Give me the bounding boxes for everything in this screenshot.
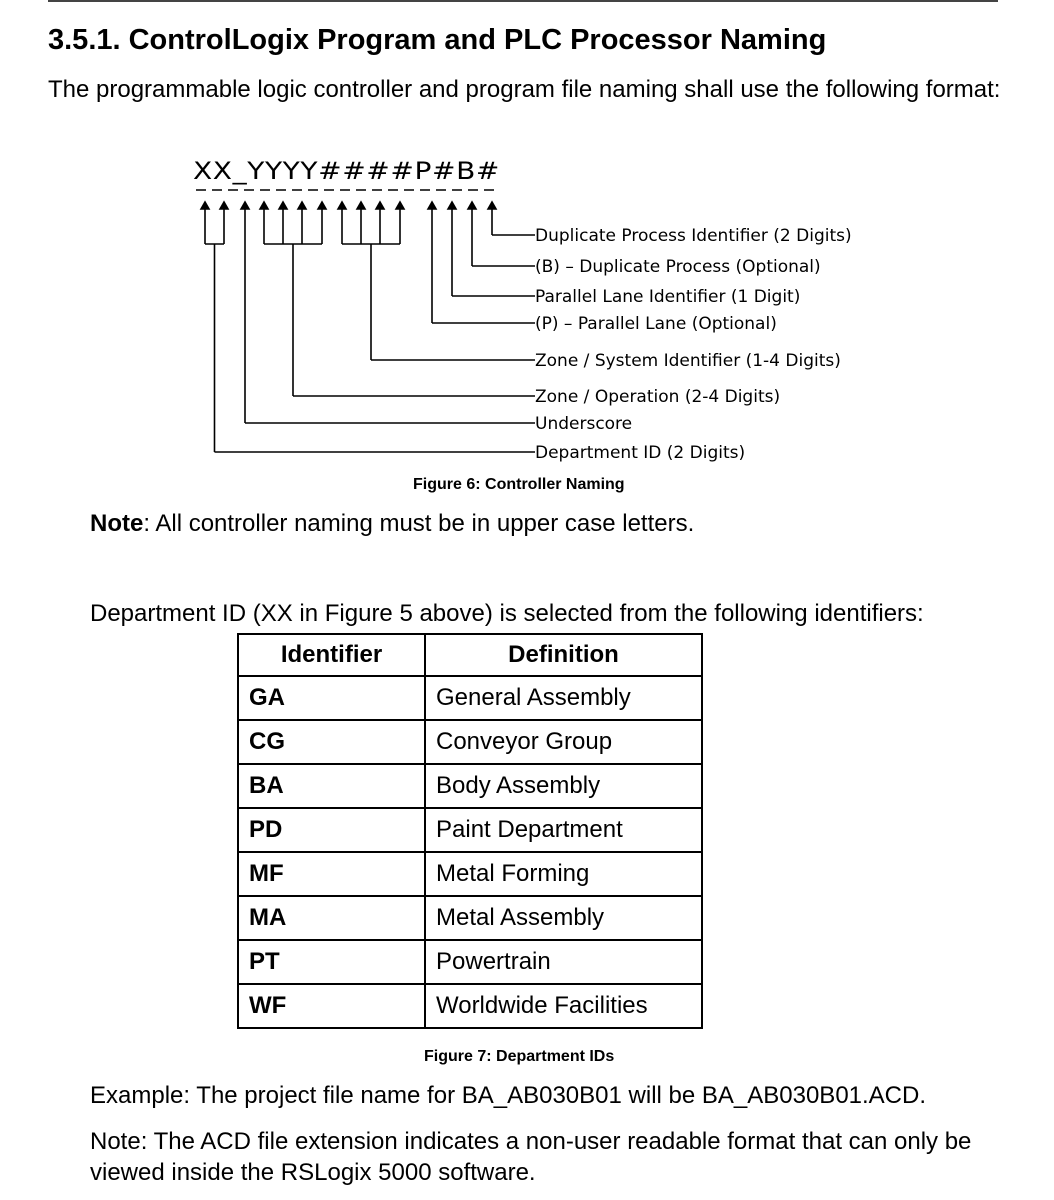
top-rule: [48, 0, 998, 2]
format-string: XX_YYYY####P#B#: [193, 157, 500, 185]
table-row: [238, 808, 702, 852]
definition-cell: Worldwide Facilities: [425, 984, 702, 1028]
identifier-cell: PD: [238, 808, 425, 852]
department-ids-table: [237, 633, 703, 1029]
header-identifier: Identifier: [238, 634, 425, 676]
acd-note-paragraph: Note: The ACD file extension indicates a non-user readable format that can only be viewed inside the RSLogix 5000 software.: [90, 1128, 972, 1186]
table-row: [238, 720, 702, 764]
identifier-cell: BA: [238, 764, 425, 808]
intro-paragraph: The programmable logic controller and program file naming shall use the following format:: [48, 76, 1001, 103]
example-paragraph: Example: The project file name for BA_AB030B01 will be BA_AB030B01.ACD.: [90, 1082, 927, 1109]
diagram-label: (B) – Duplicate Process (Optional): [535, 257, 821, 277]
figure-6-caption: Figure 6: Controller Naming: [413, 476, 625, 493]
definition-cell: Powertrain: [425, 940, 702, 984]
note-label: Note: [90, 510, 144, 537]
figure-7-caption: Figure 7: Department IDs: [424, 1048, 615, 1065]
diagram-label: Department ID (2 Digits): [535, 443, 746, 463]
diagram-label: (P) – Parallel Lane (Optional): [535, 314, 777, 334]
note-uppercase: [90, 510, 694, 538]
definition-cell: Conveyor Group: [425, 720, 702, 764]
controller-naming-diagram: [0, 148, 1054, 478]
diagram-label: Parallel Lane Identifier (1 Digit): [535, 287, 801, 307]
identifier-cell: CG: [238, 720, 425, 764]
table-row: [238, 764, 702, 808]
header-definition: Definition: [425, 634, 702, 676]
table-row: [238, 852, 702, 896]
identifier-cell: MF: [238, 852, 425, 896]
table-row: [238, 940, 702, 984]
diagram-label: Zone / System Identifier (1-4 Digits): [535, 351, 841, 371]
diagram-label: Underscore: [535, 414, 633, 434]
definition-cell: Metal Assembly: [425, 896, 702, 940]
diagram-label: Zone / Operation (2-4 Digits): [535, 387, 781, 407]
note-text: : All controller naming must be in upper case letters.: [143, 510, 695, 537]
table-header-row: [238, 634, 702, 676]
identifier-cell: GA: [238, 676, 425, 720]
table-row: [238, 676, 702, 720]
department-intro: Department ID (XX in Figure 5 above) is selected from the following identifiers:: [90, 600, 924, 627]
section-heading: 3.5.1. ControlLogix Program and PLC Processor Naming: [48, 24, 827, 56]
identifier-cell: PT: [238, 940, 425, 984]
table-row: [238, 896, 702, 940]
definition-cell: Body Assembly: [425, 764, 702, 808]
table-row: [238, 984, 702, 1028]
identifier-cell: MA: [238, 896, 425, 940]
definition-cell: Paint Department: [425, 808, 702, 852]
identifier-cell: WF: [238, 984, 425, 1028]
diagram-label: Duplicate Process Identifier (2 Digits): [535, 226, 852, 246]
definition-cell: General Assembly: [425, 676, 702, 720]
definition-cell: Metal Forming: [425, 852, 702, 896]
